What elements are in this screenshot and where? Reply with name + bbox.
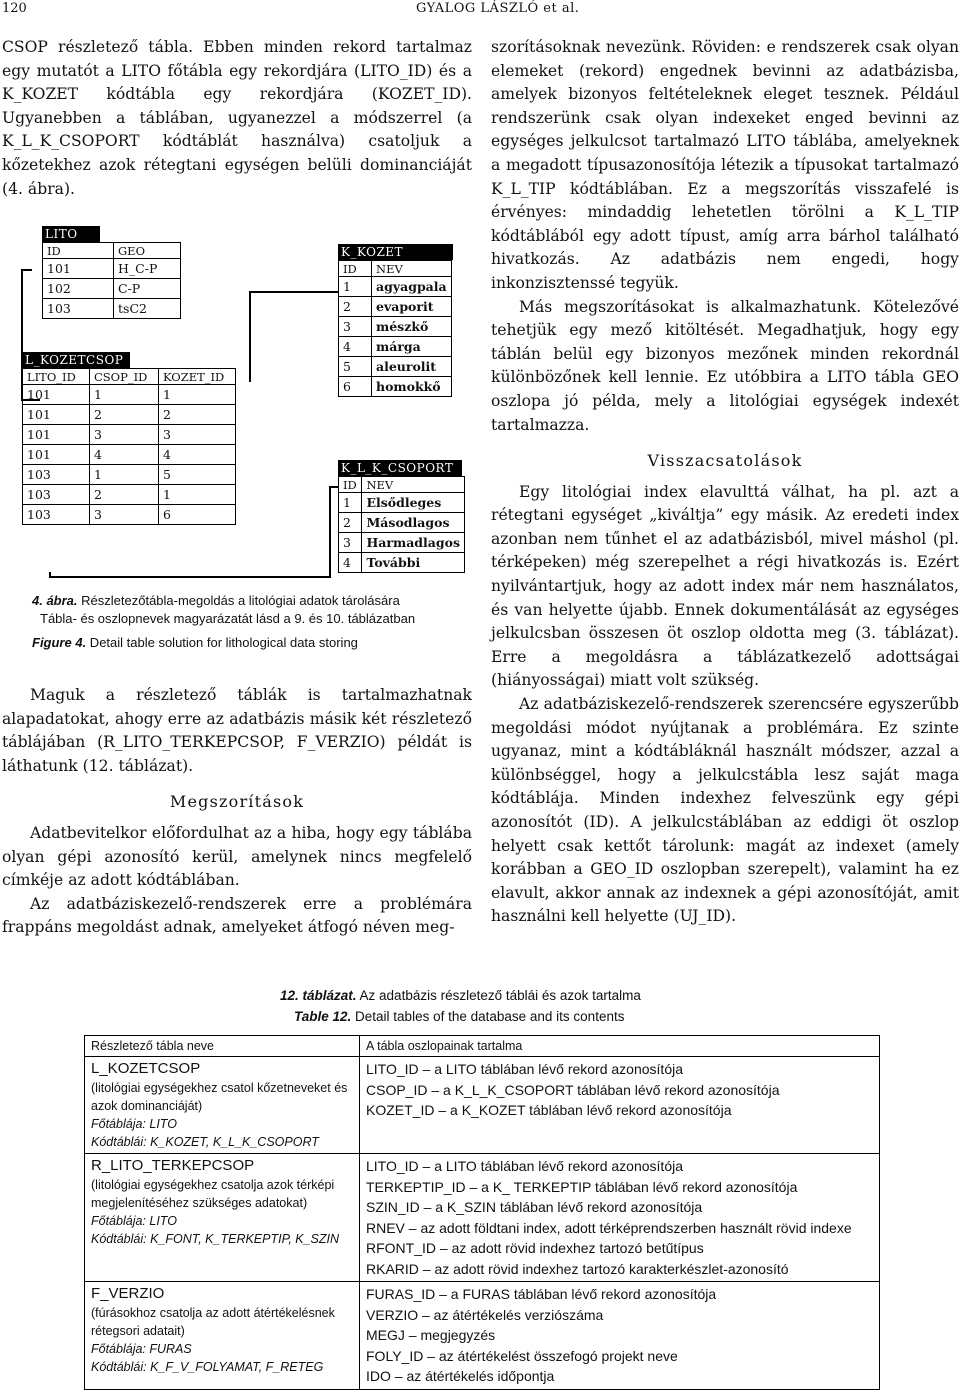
table-title: LITO <box>42 226 100 242</box>
column-description: FURAS_ID – a FURAS táblában lévő rekord azonosítója <box>366 1286 717 1302</box>
cell: 103 <box>23 485 90 505</box>
table-lito <box>42 226 181 319</box>
code-tables: Kódtáblái: K_KOZET, K_L_K_CSOPORT <box>91 1135 319 1149</box>
cell: 1 <box>159 385 236 405</box>
caption-hu <box>32 592 472 610</box>
table-row <box>85 1154 880 1282</box>
connector-line <box>250 292 338 382</box>
cell: Másodlagos <box>362 513 465 533</box>
column-description: RNEV – az adott földtani index, adott térképrendszerben használt rövid indexe <box>366 1219 852 1236</box>
left-column-top <box>2 36 472 201</box>
cell: 1 <box>90 385 159 405</box>
cell: 2 <box>339 513 362 533</box>
cell: 3 <box>339 317 372 337</box>
column-description: IDO – az átértékelés időpontja <box>366 1368 555 1384</box>
cell: 3 <box>159 425 236 445</box>
cell: 3 <box>339 533 362 553</box>
caption-text: Detail table solution for lithological data storing <box>86 635 358 650</box>
caption-text: Részletezőtábla-megoldás a litológiai adatok tárolására <box>77 593 400 608</box>
caption-text: Az adatbázis részletező táblái és azok tartalma <box>356 988 641 1003</box>
paragraph: Az adatbáziskezelő-rendszerek erre a problémára frappáns megoldást adnak, amelyeket átfogó néven meg- <box>2 894 472 937</box>
cell: tsC2 <box>114 299 181 319</box>
caption-en <box>280 1006 880 1027</box>
column-description: RFONT_ID – az adott rövid indexhez tartozó betűtípus <box>366 1240 704 1256</box>
page-number: 120 <box>2 1 27 16</box>
detail-table-cell <box>85 1057 360 1154</box>
cell: 1 <box>339 493 362 513</box>
k-l-k-csoport-grid <box>338 476 465 573</box>
cell: márga <box>372 337 452 357</box>
column-description: MEGJ – megjegyzés <box>366 1327 496 1343</box>
paragraph: Maguk a részletező táblák is tartalmazhatnak alapadatokat, ahogy erre az adatbázis másik két részletező táblájában (R_LITO_TERKEPCSOP, F_VERZIO) példát is láthatunk (12. táblázat). <box>2 686 472 775</box>
cell: 101 <box>23 445 90 465</box>
column-description: VERZIO – az átértékelés verziószáma <box>366 1306 604 1323</box>
cell: 5 <box>339 357 372 377</box>
column-description: LITO_ID – a LITO táblában lévő rekord azonosítója <box>366 1061 684 1077</box>
lito-grid <box>42 242 181 319</box>
cell: 1 <box>339 277 372 297</box>
paragraph: szorításoknak nevezünk. Röviden: e rendszerek csak olyan elemeket (rekord) engednek bevinni az adatbázisba, amelyek bizonyos feltételeknek eleget tesznek. Például rendszerünk csak olyan indexeket enged bevinni az egységes jelkulcsot tartalmazó LITO táblába, amelyeknek a megadott típusazonosítója létezik a típusokat tartalmazó K_L_TIP kódtáblában. Ez a megszorítás visszafelé is érvényes: mindaddig lehetetlen törölni a K_L_TIP kódtáblából egy adott típust, amíg arra bárhol található hivatkozás. Az adatbázis nem engedi, hogy inkonzisztenssé tegyük. <box>491 38 959 292</box>
detail-table-name: L_KOZETCSOP <box>91 1060 201 1077</box>
column-header: KOZET_ID <box>159 369 236 385</box>
section-title: Megszorítások <box>169 792 305 812</box>
cell: 4 <box>339 337 372 357</box>
caption-hu <box>280 985 880 1006</box>
cell: Elsődleges <box>362 493 465 513</box>
detail-table-name: R_LITO_TERKEPCSOP <box>91 1157 255 1174</box>
caption-label: 4. ábra. <box>32 593 78 608</box>
column-description: RKARID – az adott rövid indexhez tartozó karakterkészlet-azonosító <box>366 1260 789 1277</box>
column-description: LITO_ID – a LITO táblában lévő rekord azonosítója <box>366 1158 684 1174</box>
cell: 4 <box>159 445 236 465</box>
right-column <box>491 36 959 929</box>
table-title: K_KOZET <box>338 244 453 260</box>
detail-table-desc: (litológiai egységekhez csatol kőzetneveket és azok dominanciáját) <box>91 1081 348 1113</box>
k-kozet-grid <box>338 260 452 397</box>
cell: 102 <box>43 279 114 299</box>
cell: 1 <box>90 465 159 485</box>
caption-en <box>32 634 472 652</box>
cell: 2 <box>90 485 159 505</box>
main-table: Főtáblája: LITO <box>91 1117 177 1131</box>
cell: mészkő <box>372 317 452 337</box>
table-k-l-k-csoport <box>338 460 465 573</box>
column-header: CSOP_ID <box>90 369 159 385</box>
cell: H_C-P <box>114 259 181 279</box>
figure-caption <box>32 592 472 652</box>
table-row <box>85 1282 880 1390</box>
cell: 3 <box>90 425 159 445</box>
cell: 4 <box>339 553 362 573</box>
left-column-bottom <box>2 684 472 940</box>
paragraph: CSOP részletező tábla. Ebben minden rekord tartalmaz egy mutatót a LITO főtábla egy rekordjára (LITO_ID) és a K_KOZET kódtábla egy rekordjára (KOZET_ID). Ugyanebben a táblában, ugyanezzel a módszerrel (a K_L_K_CSOPORT kódtáblát használva) csatoljuk a kőzetekhez azok rétegtani egységen belüli dominanciáját (4. ábra). <box>2 38 472 198</box>
cell: 101 <box>23 425 90 445</box>
cell: Harmadlagos <box>362 533 465 553</box>
cell: 2 <box>339 297 372 317</box>
column-header: ID <box>339 477 362 493</box>
paragraph: Adatbevitelkor előfordulhat az a hiba, hogy egy táblába olyan gépi azonosító kerül, amelynek nincs megfelelő címkéje az adott kódtáblában. <box>2 823 472 890</box>
cell: 103 <box>23 465 90 485</box>
cell: evaporit <box>372 297 452 317</box>
cell: homokkő <box>372 377 452 397</box>
column-header: Részletező tábla neve <box>85 1036 360 1057</box>
column-header: NEV <box>372 261 452 277</box>
cell: 6 <box>339 377 372 397</box>
cell: 1 <box>159 485 236 505</box>
paragraph: Más megszorításokat is alkalmazhatunk. Kötelezővé tehetjük egy mező kitöltését. Megadhatjuk, hogy egy táblán belül egy bizonyos mezőnek minden rekordnál különbözőnek kell lennie. Ez utóbbira a LITO tábla GEO oszlopa jó példa, mely a litológiai egységek indexét tartalmazza. <box>491 297 959 434</box>
section-title: Visszacsatolások <box>647 451 803 471</box>
columns-cell <box>360 1282 880 1390</box>
cell: További <box>362 553 465 573</box>
table-12-caption <box>280 985 880 1027</box>
detail-table-desc: (fúrásokhoz csatolja az adott átértékelésnek rétegsori adatait) <box>91 1306 335 1338</box>
column-header: NEV <box>362 477 465 493</box>
cell: 4 <box>90 445 159 465</box>
column-description: SZIN_ID – a K_SZIN táblában lévő rekord azonosítója <box>366 1199 703 1215</box>
paragraph: Az adatbáziskezelő-rendszerek szerencsére egyszerűbb megoldási módot nyújtanak a problémára. Ez szinte ugyanaz, mint a kódtábláknál használt módszer, azzal a különbséggel, hogy a jelkulcstábla lesz saját maga kódtáblája. Minden indexhez felveszünk egy gépi azonosítót (ID). A jelkulcstáblában az eddigi öt oszlop helyett csak kettőt tárolunk: magát az indexet (amely korábban a GEO_ID oszlopban szerepelt), valamint ha ez elavult, akkor annak az indexnek a gépi azonosítóját, amit használni kell helyette (UJ_ID). <box>491 695 959 926</box>
table-l-kozetcsop <box>22 352 236 525</box>
cell: 101 <box>23 385 90 405</box>
table-title: K_L_K_CSOPORT <box>338 460 462 476</box>
column-header: A tábla oszlopainak tartalma <box>360 1036 880 1057</box>
column-header: LITO_ID <box>23 369 90 385</box>
table-k-kozet <box>338 244 453 397</box>
caption-label: Figure 4. <box>32 635 87 650</box>
running-head-authors: GYALOG LÁSZLÓ et al. <box>416 1 580 16</box>
column-description: KOZET_ID – a K_KOZET táblában lévő rekord azonosítója <box>366 1102 732 1118</box>
columns-cell <box>360 1057 880 1154</box>
detail-table-desc: (litológiai egységekhez csatolja azok térképi megjelenítéséhez szükséges adatokat) <box>91 1178 335 1210</box>
cell: 6 <box>159 505 236 525</box>
column-description: TERKEPTIP_ID – a K_ TERKEPTIP táblában lévő rekord azonosítója <box>366 1178 798 1195</box>
cell: agyagpala <box>372 277 452 297</box>
caption-label: Table 12. <box>294 1009 352 1024</box>
detail-table-cell <box>85 1154 360 1282</box>
cell: aleurolit <box>372 357 452 377</box>
column-header: ID <box>339 261 372 277</box>
paragraph: Egy litológiai index elavulttá válhat, ha pl. azt a rétegtani egységet „kiváltja” egy másik. Az eredeti index azonban nem tűnhet el az adatbázisból, mivel máshol (pl. térképeken) még szerepelhet a régi hivatkozás is. Ezért nyilvántartjuk, hogy az adott index már nem használatos, és van helyette újabb. Ennek dokumentálását az egységes jelkulcsban összesen öt oszlop oldotta meg (3. táblázat). Erre a megoldásra a táblázatkezelő adottságai (hiányosságai) miatt volt szükség. <box>491 482 959 690</box>
code-tables: Kódtáblái: K_F_V_FOLYAMAT, F_RETEG <box>91 1360 324 1374</box>
column-description: FOLY_ID – az átértékelést összefogó projekt neve <box>366 1347 678 1364</box>
table-row <box>85 1057 880 1154</box>
columns-cell <box>360 1154 880 1282</box>
cell: 3 <box>90 505 159 525</box>
cell: 103 <box>23 505 90 525</box>
code-tables: Kódtáblái: K_FONT, K_TERKEPTIP, K_SZIN <box>91 1232 340 1246</box>
caption-text: Detail tables of the database and its contents <box>351 1009 625 1024</box>
l-kozetcsop-grid <box>22 368 236 525</box>
cell: 5 <box>159 465 236 485</box>
caption-hu-note: Tábla- és oszlopnevek magyarázatát lásd a 9. és 10. táblázatban <box>40 611 416 626</box>
cell: 103 <box>43 299 114 319</box>
cell: 2 <box>159 405 236 425</box>
cell: 101 <box>43 259 114 279</box>
cell: C-P <box>114 279 181 299</box>
column-header: GEO <box>114 243 181 259</box>
column-description: CSOP_ID – a K_L_K_CSOPORT táblában lévő rekord azonosítója <box>366 1081 780 1098</box>
detail-table-cell <box>85 1282 360 1390</box>
caption-label: 12. táblázat. <box>280 988 357 1003</box>
detail-table-name: F_VERZIO <box>91 1285 165 1302</box>
table-title: L_KOZETCSOP <box>22 352 130 368</box>
main-table: Főtáblája: FURAS <box>91 1342 192 1356</box>
figure-4 <box>20 222 465 587</box>
column-header: ID <box>43 243 114 259</box>
cell: 101 <box>23 405 90 425</box>
table-header-row <box>85 1036 880 1057</box>
cell: 2 <box>90 405 159 425</box>
main-table: Főtáblája: LITO <box>91 1214 177 1228</box>
table-12 <box>84 1035 880 1390</box>
